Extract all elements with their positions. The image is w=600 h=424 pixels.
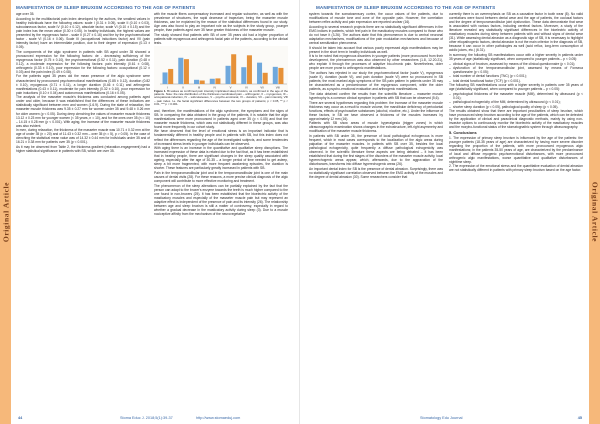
figure-1-caption-label: Figure 1.	[154, 88, 167, 93]
figure-bar-young	[273, 66, 278, 83]
list-item: – total number of dental functions (TNC) (p < 0.001);	[449, 74, 583, 78]
body-paragraph: and, therefore, the manifestations of the algic syndrome, the symptoms and the signs of SB. In comparing the data obtained in the group of the patients, it is notable that the algic manifestations were more pronounced in patients aged over 35 (p < 0.05) and that the masseter muscle thickness, which was not statistically different in these groups, was also found more frequently in our cohort study.	[154, 108, 288, 129]
figure-bar-young	[178, 57, 183, 83]
footer-journal-url[interactable]: http://www.stomaeduj.com	[196, 416, 241, 420]
body-paragraph: It is to be noted that myogenous disorders in younger patients (more pronounced from their development, the phenomenon was also observed by other researchers (1.8, 12.20.21), who explain it through the processes of adaptive bio-chronic pain. Nevertheless, older people are more prone to arthrogenic manifestations.	[309, 54, 443, 71]
figure-bar-old	[231, 54, 236, 84]
body-paragraph: The results obtained show that there are important peculiarities of sleep bruxism, which have pronounced sleep bruxism according to the age of the patients, which can be detected by the application of clinical and paraclinical diagnostic methods, mainly by using non-invasive options to continuously monitor the bioelectric activity of the masticatory muscles and the morpho-functional status of the stomatognathic system through ultrasonography.	[449, 108, 583, 130]
figure-bar-old	[184, 59, 189, 84]
article-type-tab	[0, 0, 11, 424]
body-paragraph: The authors has rejected in our study the psychoemotional factor (scale V), myogenous (scale II), duration (scale VI), and pain duration (scale VI) were so pronounced in SB patients; the most marked algic symptoms of the SB pain pattern in patients under 35 may be characterized as a predominance of the myogenous component, while the older patients, as a psycho-emotional evaluation and arthrogenic manifestations.	[309, 71, 443, 92]
body-paragraph: The study showed that patients with SB of over 35 years old had a higher proportion of patients with myogenous and arthrogenic facial pain of the patients, according to the clinical tests.	[154, 32, 288, 45]
body-paragraph: There are several hypotheses regarding this problem: the increase of the masseter muscle thickness may occur as a result to muscle volume, the mandibular deficiency of periodontal functions, effects of psychoactive substances (alcohol, nicotine, etc.). Under the influence of these factors, in SB we have observed a thickness of the muscles increases by approximately 12 mm (16).	[309, 100, 443, 121]
figure-bar-young	[257, 62, 262, 83]
body-paragraph: In patients with SB under 35, the presence of local pathological echogenous is more frequent, which in most cases corresponds to the localization of the algic areas during palpation of the masseter muscles. In patients with SB over 35, besides the local pathological echogenicity, quite frequently a diffuse pathological echogenicity was observed. In the scientific literature these aspects are being debated – it has been established that during the first stages of the disorders of the masseter muscle activity, local hyperechogenic areas appear, which, afterwards, due to the aggravation of the disturbances, transforms into diffuse hyperechogenic areas (26).	[309, 134, 443, 167]
figure-tick-label: VI	[244, 85, 248, 90]
conclusion-paragraph: 2. The expression of the emotional stress and the quantitative evaluation of dental abrasion are not statistically different in patients with primary sleep bruxism based on the age factor.	[449, 164, 583, 173]
figure-bar-old	[215, 78, 220, 84]
body-paragraph: With aging there is an increase in the quantitative and qualitative sleep disruptions. The increased expression of these data is related due to the fact that, as it has been established that in healthy people, there are significant changes in the sleep quality associated with ageing, especially after the age of 30-35 – a longer period of time needed to get asleep, sleep a bit more fragmented, with more frequent awakening episodes, the duration is shorter. These features are particularly greatly increased in patients with SB.	[154, 146, 288, 171]
page-number-right: 45	[577, 416, 582, 420]
running-header: MANIFESTATION OF SLEEP BRUXISM ACCORDING TO THE AGE OF PATIENTS	[16, 5, 196, 10]
figure-bar-old	[168, 69, 173, 84]
list-item: – total dental functional factor (TCF) (p < 0.001).	[449, 79, 583, 83]
figure-1-chart	[154, 46, 288, 90]
right-page	[300, 0, 600, 424]
figure-bar-young	[226, 65, 231, 83]
body-paragraph: Pain in the temporomandibular joint and in the temporomandibular joint is one of the main causes of dental visits (28). For these reasons, a more precise clinical diagnosis of the algic component will contribute to more effective monitoring and treatment.	[154, 171, 288, 184]
figure-1	[154, 46, 288, 107]
summary-list-over-35	[449, 92, 583, 109]
summary-list-under-35	[449, 62, 583, 83]
body-paragraph: According to several research projects there are no statistically significant differences in the EMG indices in patients, which feel pain in the masticatory muscles compared to those who do not have it (3.26). The authors state that this phenomenon is due to central neuronal adaptation mechanisms, modifications of the pain modulation mechanisms and because of central sensitization phenomena.	[309, 24, 443, 45]
body-paragraph: currently there is an overemphasis on SB as a causative factor in tooth wear (8). No valid correlations were found between dental wear and the age of patients, the occlusal factors and the degree of temporomandibular joint dysfunction. These data demonstrate that wear is associated with various factors, including cerebral factors. Moreover, a study of the literature revealed any statistically significant differences in the bioelectric activity of masticatory muscles during sleep between patients with and without signs of dental wear (31). While assessing dental abrasion as a diagnostic sign of SB, it is necessary to highlight other etiopathogenic factors, dental abrasion is not the main criterion in the diagnosis of SB, because it can occur in other pathologies as well (acid reflux, long-term consumption of acidic juices, etc.) (6.31).	[449, 12, 583, 53]
body-column-right	[154, 12, 288, 417]
body-column-left	[16, 12, 150, 417]
article-type-label: Original Article	[1, 181, 10, 243]
body-paragraph: For the patients aged 35 years old the mean presence of the algic syndrome were characterized by pronounced psychoemotional manifestations (0.85 ± 0.12), duration (0.82 ± 0.10), myogenous (0.71 ± 0.11), a longer duration (0.46 ± 0.11) and arthrogenic manifestations (0.43 ± 0.11), moderate for pain intensity (0.32 ± 0.10), poor expression for pain inductions (0.10 ± 0.04) and autonomous manifestations (0.16 ± 0.05).	[16, 74, 150, 95]
body-paragraph: The data obtained confirm the results from the scientific literature – masseter muscle hypertrophy is a common clinical symptom in patients with SB that can be observed (5,6).	[309, 91, 443, 100]
figure-tick-label: IV	[213, 85, 217, 90]
list-item: – dysfunction of the temporomandibular joint, assessed by means of Fonseca questionnaire (p < 0.05);	[449, 66, 583, 74]
figure-background	[154, 46, 288, 90]
figure-bar-young	[163, 72, 168, 84]
body-paragraph: Patients with SB show areas of muscle hyperalgesia (trigger zones) in which ultrasonographic examination shows changes in the echostructure, left-right asymmetry and modification of the masseter muscle thickness.	[309, 121, 443, 134]
figure-tick-label: VII	[260, 85, 264, 90]
running-header-right: MANIFESTATION OF SLEEP BRUXISM ACCORDING TO THE AGE OF PATIENTS	[316, 5, 496, 10]
body-paragraph: In men, during relaxation, the thickness of the masseter muscle was 10.71 ± 0.32 mm at the age of under 35 (n = 20) and of 11.43 ± 0.32 mm – over 35 (n = 5), p > 0.05). In the case of clenching the statistical mean value was of 14.32 ± 0.44 mm for individuals under 35 and of 16.21 ± 0.38 mm for patients over 35 (p < 0.001).	[16, 128, 150, 145]
body-column-left-right-page	[309, 12, 443, 417]
footer-journal-name: Stomatology Edu Journal	[420, 416, 463, 420]
figure-tick-label: III	[197, 85, 201, 90]
body-paragraph: It should be taken into account that various poorly expressed algic manifestations may be present in the short term in healthy individuals as well.	[309, 45, 443, 54]
figure-bar-young	[241, 67, 246, 84]
body-paragraph: age over 35.	[16, 12, 35, 16]
figure-bar-old	[263, 72, 268, 83]
figure-tick-label: VIII	[275, 85, 280, 90]
list-item: – psychological thickness of the masseter muscle (MM), determined by ultrasound (p < 0.01);	[449, 92, 583, 100]
figure-1-caption	[154, 90, 288, 107]
body-paragraph: According to the multifactorial pain index developed by the authors, the smallest values in healthy individuals have the following values: scale I (0.31 ± 0.05), scale II (0.10 ± 0.03), subcutaneous factor, scale IV (0.10 ± 0.12), absolute factor, scale VI (0.10 ± 0.15) and the pain index has the mean value (0.30 ± 0.05). In healthy individuals, the highest values are presented by the myogenous factor - scale II (0.27 ± 0.16) and the by the psychoemotional factor - scale VI (0.16 ± 0.06). Scale III (occupational inductions factor) and VII (pain intensity factor) have an intermediate position, due to their degree of expression (0.13 ± 0.05).	[16, 16, 150, 49]
body-paragraph: with the muscle fibers compensatory increased and regular subcortex, as well as with the prevalence of structures, the rapid decrease of trapezium, being the masseter muscle thickness, can be explained by the reason of the statistical differences found in our study. Age was also found to play an important role as the subjects in the study group, younger people, than patients aged over 35 have greater thickness of the masseter muscle.	[154, 12, 288, 33]
page-number-left: 44	[18, 416, 23, 420]
body-paragraph: As it may be observed from Table 2, the thickness gradient (relaxation-engagement) had a higher statistical significance in patients with SB, which are over 35.	[16, 145, 150, 154]
figure-bar-old	[278, 67, 283, 83]
footer-journal-citation: Stoma Educ J. 2018;5(1):39-37	[120, 416, 173, 420]
summary-list-over-35-intro: The following SB manifestations occur with a higher severity in patients over 35 years of age (statistically significant, when compared to younger patients – p < 0.05):	[449, 83, 583, 92]
body-paragraph: The components of the algic syndrome in patients with SB aged under 35 showed a pronounced expression for the following factors: de - decreasing sufficiency of the myogenous factor (0.75 ± 0.10), the psychoemotional (0.52 ± 0.11), pain duration (0.48 ± 0.12), a moderate expression for the following factors: pain intensity (0.61 ± 0.08), arthrogenic (0.33 ± 0.10), poor expression for the following factors: occupational (0.12 ± 0.03) and the pain index (0.49 ± 0.08).	[16, 49, 150, 74]
figure-bar-young	[210, 78, 215, 83]
body-paragraph: system towards the somatosensory cortex, the occur values of the patients, due to modifications of muscle tone and zone of the opposite pain. However, the correlation between reflex activity and pain expression are reported unclear (16).	[309, 12, 443, 25]
conclusions-heading: 5. Conclusions	[449, 129, 477, 135]
figure-bar-young	[194, 79, 199, 83]
body-column-right-right-page	[449, 12, 583, 417]
body-paragraph: In summary, the following SB manifestations occur with a higher severity in patients under 35 years of age (statistically significant, when compared to younger patients – p < 0.05):	[449, 53, 583, 62]
article-type-label-right: Original Article	[590, 181, 599, 243]
figure-1-caption-text: Bi-values as confirmed pain intensity implicated sleep bruxism, as confirmed in the age of the patients. Note: the rate distribution of the thickness coordinated pain – arthrogenic, II – myogenous, III – occupational-induction, IV – subcutaneous, V – psycho-emotional, VI – duration, VII – pain intensity, VIII – pain index. I.e. the facial significant differences between the two groups of patients; p < 0.05, ** p < 0.01, *** p < 0.001.	[154, 88, 288, 107]
list-item: – pathological echogenicity of the MM, determined by ultrasound (p < 0.01);	[449, 100, 583, 104]
figure-bar-old	[247, 55, 252, 84]
list-item: – clinical signs of bruxism, assessed by means of the clinical questionnaire (p < 0.01);	[449, 62, 583, 66]
article-type-tab-right	[589, 0, 600, 424]
list-item: – shorter sleep duration (p < 0.05), pathological quality of sleep (p < 0.05).	[449, 105, 583, 109]
figure-tick-label: II	[182, 85, 185, 90]
body-paragraph: An important dental index for SB is the presence of dental abrasion. Surprisingly, there was no statistically significant correlation observed between the EMG activity of the muscles and the degree of dental abrasion (30). Some researchers consider that	[309, 167, 443, 180]
body-paragraph: The analysis of the masseter muscle's thickness was conducted among patients aged under and older, because it was established that the differences of these indicators are statistically significant between men and women (1.6.9). During the state of relaxation, the masseter muscle thickness was 9.35 ± 0.27 mm for women under 35 and 9.48 ± 0.26 mm for older women (p < 0.05). During deep clenching the values of masseter muscle thickness 13.12 ± 0.23 mm for younger women (< 35 years, n = 10), and for the ones over 35 (n = 10) – 14.15 ± 0.28 mm (p < 0.001). With aging, the increase of the masseter muscle thickness was also evident.	[16, 95, 150, 128]
body-paragraph: We have observed that the level of emotional stress is an important indicator that is fundamentally different in healthy people and in patients with SB, but this index does not reflect the differences regarding the age of the investigated subjects, and some tendencies of increased stress levels in younger individuals can be observed.	[154, 129, 288, 146]
figure-tick-label: I	[167, 85, 168, 90]
figure-tick-label: V	[229, 85, 232, 90]
conclusion-paragraph: 1. The expression of primary sleep bruxism is influenced by the age of the patients: the younger patients (18-35 years of age) are characterized by having more severe disorder regarding the proportion of the patients, with more pronounced myogenous algic manifestations; in the patients 35-50 years of age, are characterized by the predominance of local and diffuse myogenic psychoemotional disturbances, with more pronounced arthrogenic algic manifestations, worse quantitative and qualitative disturbances of nighttime sleep.	[449, 135, 583, 164]
body-paragraph: The phenomenon of the sleep alterations can be partially explained by the fact that the person can adapt to the bruxer's enzyme towards the teeth is much higher compared to the one found in non-bruxers (25). It has been established that the bioelectric activity of the masticatory muscles and especially of the masseter muscle pain but may represent an adaptive effect is independent of the presence of pain and its intensity (26). The relationship between age and sleep bruxism is still a matter of controversy, especially in regard to whether a gradual decrease in the masticatory activity during sleep (3). Due to a muscle nociceptive affinity from the mechanism of the neurovegetative	[154, 183, 288, 217]
figure-bar-old	[200, 80, 205, 84]
